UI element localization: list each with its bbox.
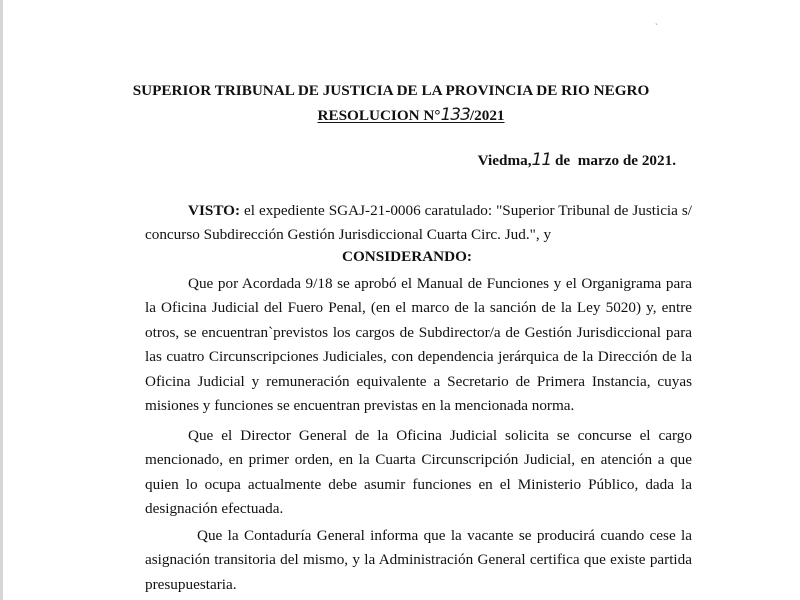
date-day-handwritten: 11 — [531, 150, 552, 170]
paragraph-acordada: Que por Acordada 9/18 se aprobó el Manual de Funciones y el Organigrama para la Oficina Judicial del Fuero Penal, (en el marco de la sanción de la Ley 5020) y, entre otros, se encuentran`previstos los cargos de Subdirector/a de Gestión Jurisdiccional para las cuatro Circunscripciones Judiciales, con dependencia jerárquica de la Dirección de la Oficina Judicial y remuneración equivalente a Secretario de Primera Instancia, cuyas misiones y funciones se encuentran previstas en la mencionada norma. — [145, 275, 692, 415]
resolution-label — [317, 107, 504, 124]
considerando-heading: CONSIDERANDO: — [342, 248, 472, 265]
paragraph-director: Que el Director General de la Oficina Judicial solicita se concurse el cargo mencionado, en primer orden, en la Cuarta Circunscripción Judicial, en atención a que quien lo ocupa actualmente debe asumir funciones en el Ministerio Público, dada la designación efectuada. — [145, 427, 692, 518]
date-line — [478, 150, 676, 170]
scan-speck: ˋ — [655, 22, 658, 32]
resolution-year: /2021 — [469, 107, 505, 124]
visto-label: VISTO: — [188, 202, 241, 219]
resolution-heading — [11, 105, 800, 125]
court-heading: SUPERIOR TRIBUNAL DE JUSTICIA DE LA PROVINCIA DE RIO NEGRO — [132, 82, 650, 99]
paragraph-contaduria: Que la Contaduría General informa que la vacante se producirá cuando cese la asignación transitoria del mismo, y la Administración General certifica que existe partida presupuestaria. — [145, 527, 692, 593]
date-rest: de marzo de 2021. — [551, 152, 676, 169]
visto-paragraph — [145, 199, 692, 248]
resolution-prefix: RESOLUCION N° — [317, 107, 441, 124]
date-city: Viedma, — [477, 152, 532, 169]
visto-text: el expediente SGAJ-21-0006 caratulado: "Superior Tribunal de Justicia s/ concurso Subdirección Gestión Jurisdiccional Cuarta Circ. Jud.", y — [145, 202, 692, 244]
resolution-number-handwritten: 133 — [440, 105, 470, 125]
